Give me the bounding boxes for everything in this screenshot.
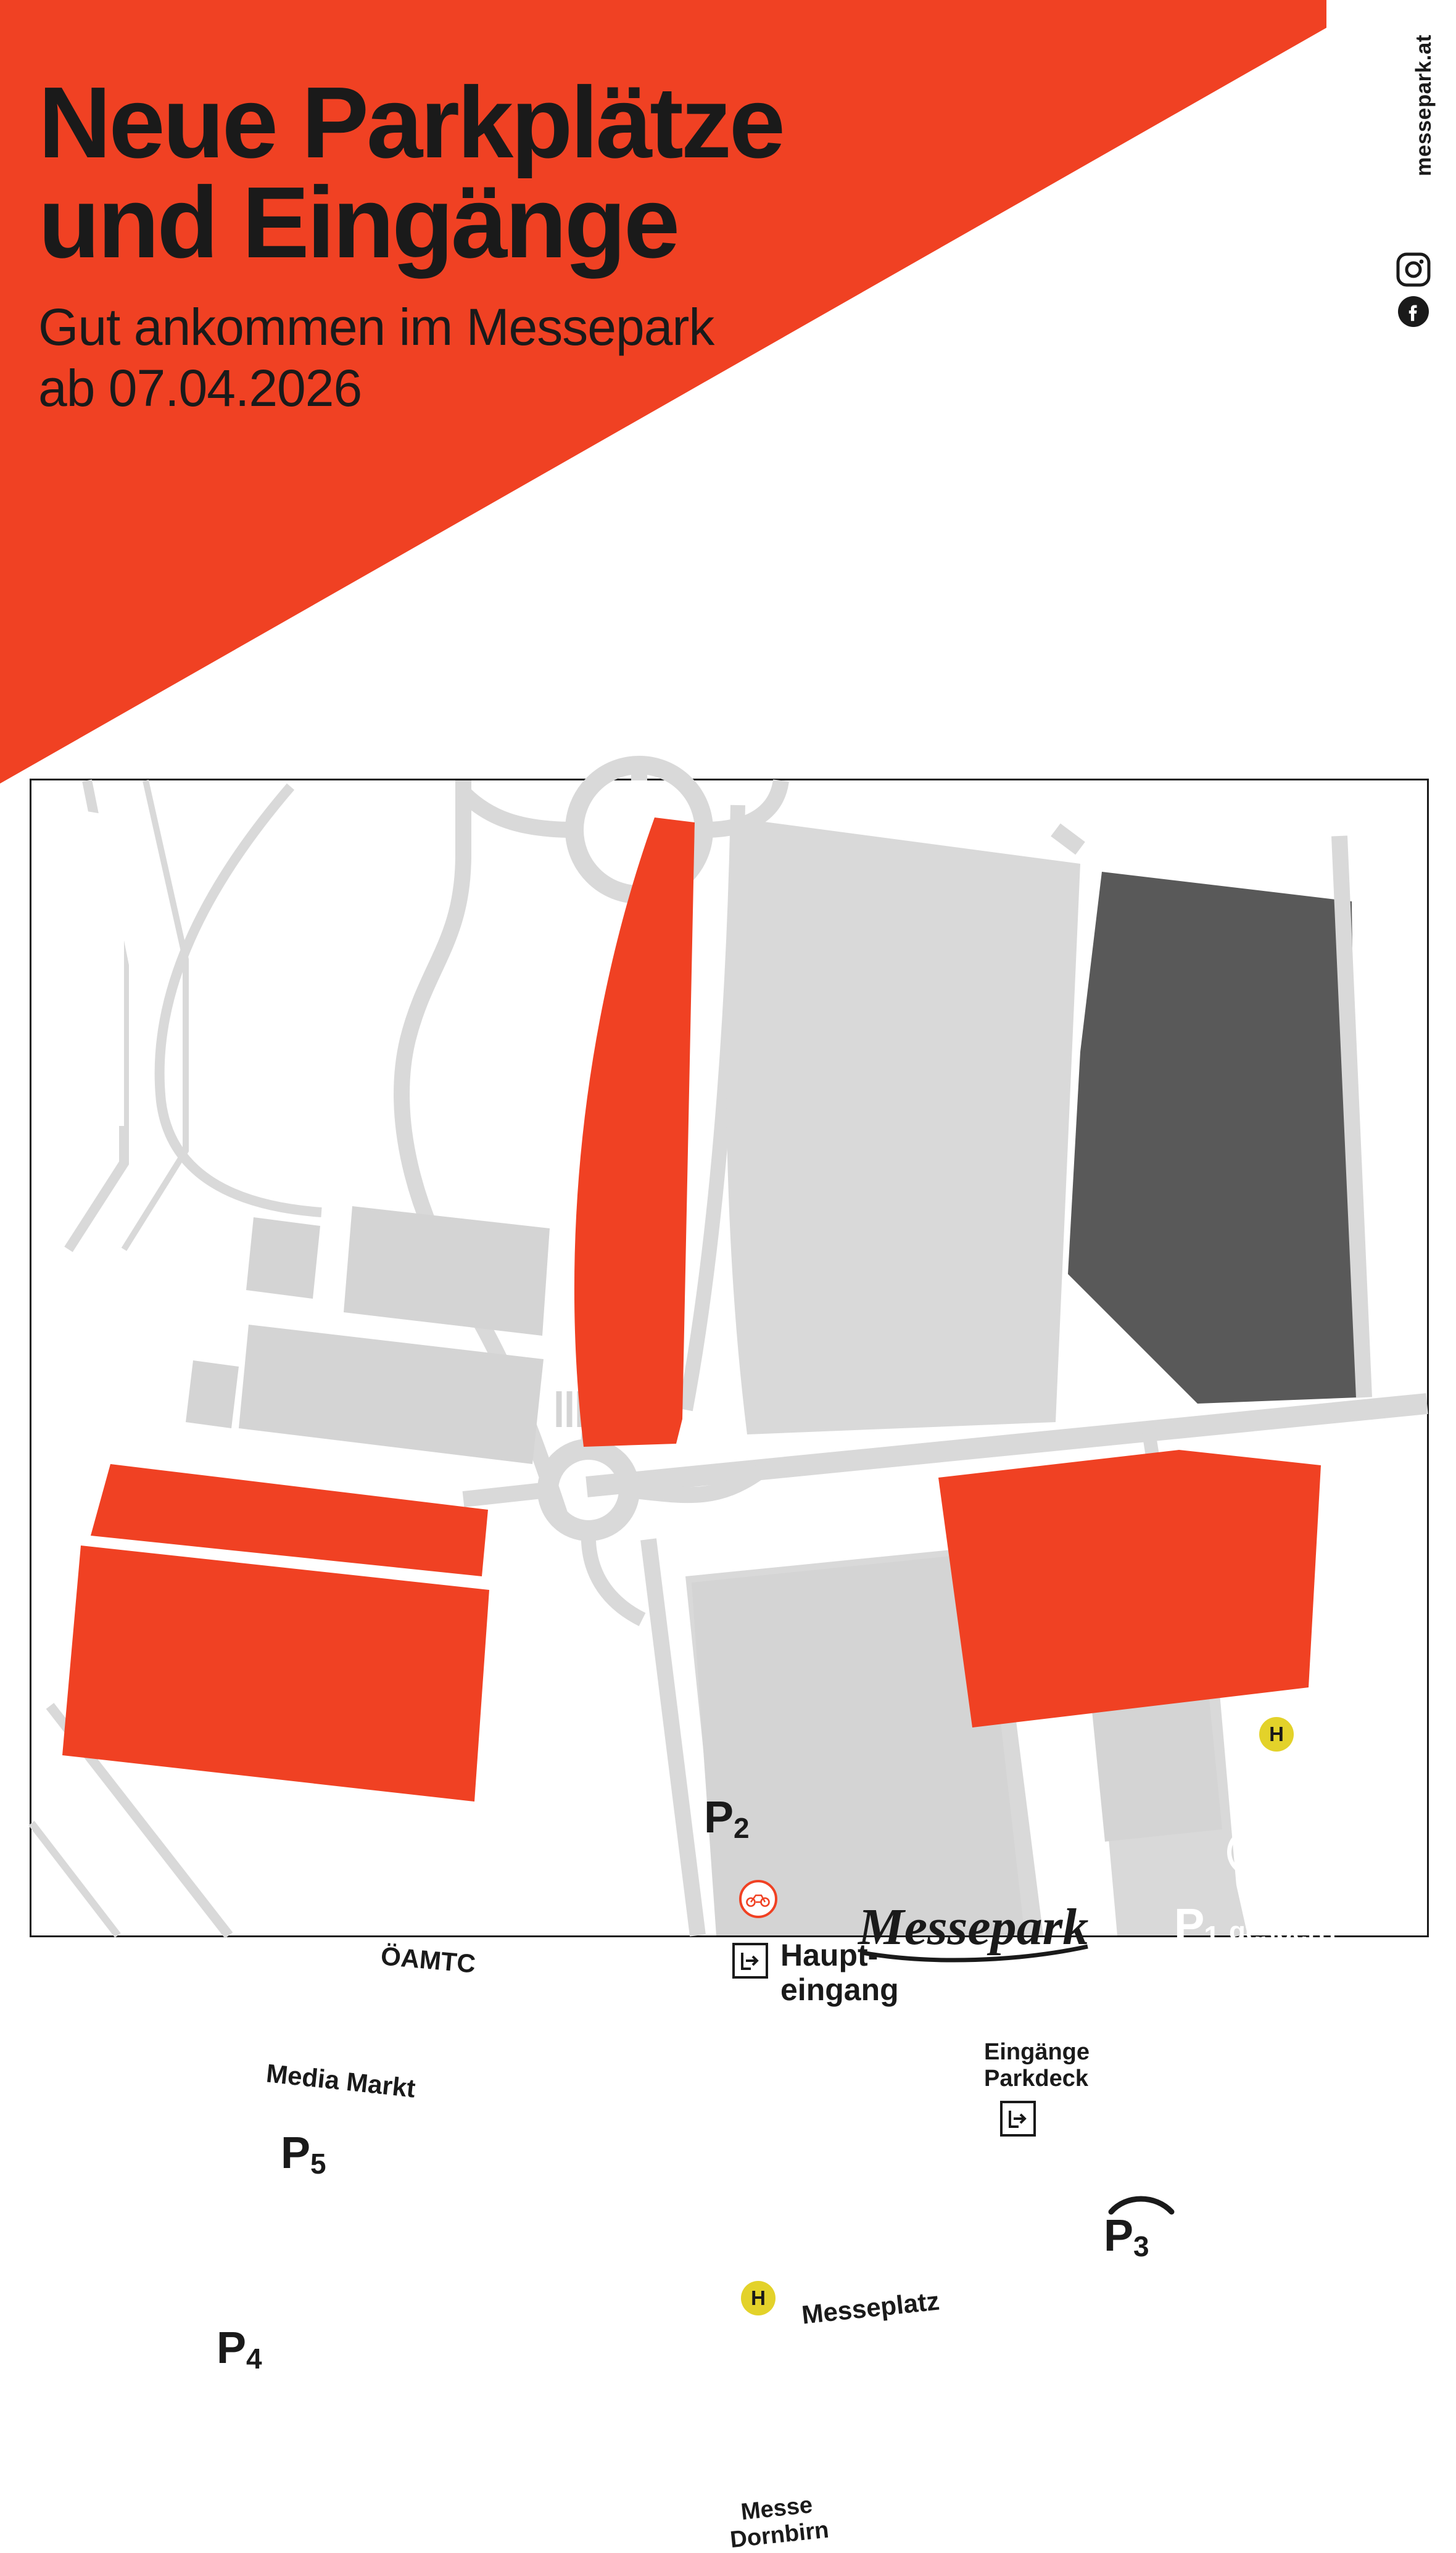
parking-status-p1: gesperrt: [1228, 1916, 1338, 1947]
parking-label-p1: [1174, 1898, 1338, 1985]
building-label-messe-dornbirn: [726, 2491, 830, 2553]
page-title: [38, 66, 1241, 279]
entrance-label-parkdeck-line-2: Parkdeck: [984, 2065, 1089, 2092]
parking-number-p3: 3: [1133, 2230, 1149, 2262]
parking-letter-p4: P: [217, 2323, 246, 2373]
map-graphics: [31, 780, 1427, 1935]
bus-stop-badge-northeast: H: [1259, 1717, 1294, 1752]
website-url[interactable]: messepark.at: [1412, 35, 1436, 176]
parking-letter-p3: P: [1104, 2211, 1133, 2261]
parking-status-detail-p1: ab 07.04.26: [1174, 1955, 1319, 1985]
site-map[interactable]: [30, 779, 1429, 2553]
messepark-logo-text: Messepark: [858, 1898, 1089, 1956]
parking-label-p1-row-1: [1174, 1898, 1338, 1951]
entrance-label-parkdeck: [984, 2039, 1090, 2092]
parking-label-p3-text: [1104, 2211, 1175, 2261]
parking-number-p4: 4: [246, 2343, 262, 2375]
building-label-messe-dornbirn-line-1: Messe: [739, 2492, 814, 2526]
bus-stop-badge-messeplatz: H: [741, 2281, 776, 2315]
building-label-messe-dornbirn-line-2: Dornbirn: [729, 2517, 830, 2553]
parking-letter-p5: P: [281, 2129, 310, 2178]
page-subtitle-line-2: ab 07.04.2026: [38, 358, 362, 417]
brand-rail: [1366, 28, 1440, 399]
parking-letter-p1: P: [1174, 1899, 1204, 1950]
parking-number-p5: 5: [310, 2148, 326, 2180]
header-text-block: [38, 66, 1241, 419]
parking-number-p2: 2: [734, 1812, 749, 1844]
page-subtitle: [38, 297, 1241, 419]
entrance-arrow-icon-parkdeck: [1000, 2101, 1036, 2137]
parking-letter-p2: P: [704, 1793, 734, 1842]
page-title-line-1: Neue Parkplätze: [38, 66, 783, 179]
building-label-oeamtc: ÖAMTC: [379, 1941, 477, 1979]
entrance-label-haupteingang: [780, 1938, 899, 2007]
page-title-line-2: und Eingänge: [38, 166, 678, 279]
parking-number-p1: 1: [1204, 1920, 1219, 1952]
page-subtitle-line-1: Gut ankommen im Messepark: [38, 297, 714, 356]
parking-label-p5: [281, 2128, 325, 2179]
bicycle-icon: [739, 1880, 777, 1918]
street-label-messeplatz: Messeplatz: [800, 2286, 941, 2330]
parking-label-p2: [704, 1792, 748, 1843]
building-label-media-markt: Media Markt: [265, 2058, 417, 2103]
entrance-arrow-icon: [732, 1943, 768, 1979]
entrance-label-parkdeck-line-1: Eingänge: [984, 2039, 1090, 2065]
entrance-label-haupteingang-line-1: Haupt-: [780, 1938, 879, 1972]
entrance-label-haupteingang-line-2: eingang: [780, 1972, 899, 2007]
facebook-icon[interactable]: [1397, 295, 1430, 328]
poster-header: [0, 0, 1326, 784]
parking-area-p3: [938, 1450, 1321, 1728]
instagram-icon[interactable]: [1397, 253, 1430, 286]
parking-label-p3: [1104, 2193, 1175, 2261]
parking-label-p4: [217, 2323, 261, 2373]
no-entry-icon: [1227, 1828, 1275, 1876]
